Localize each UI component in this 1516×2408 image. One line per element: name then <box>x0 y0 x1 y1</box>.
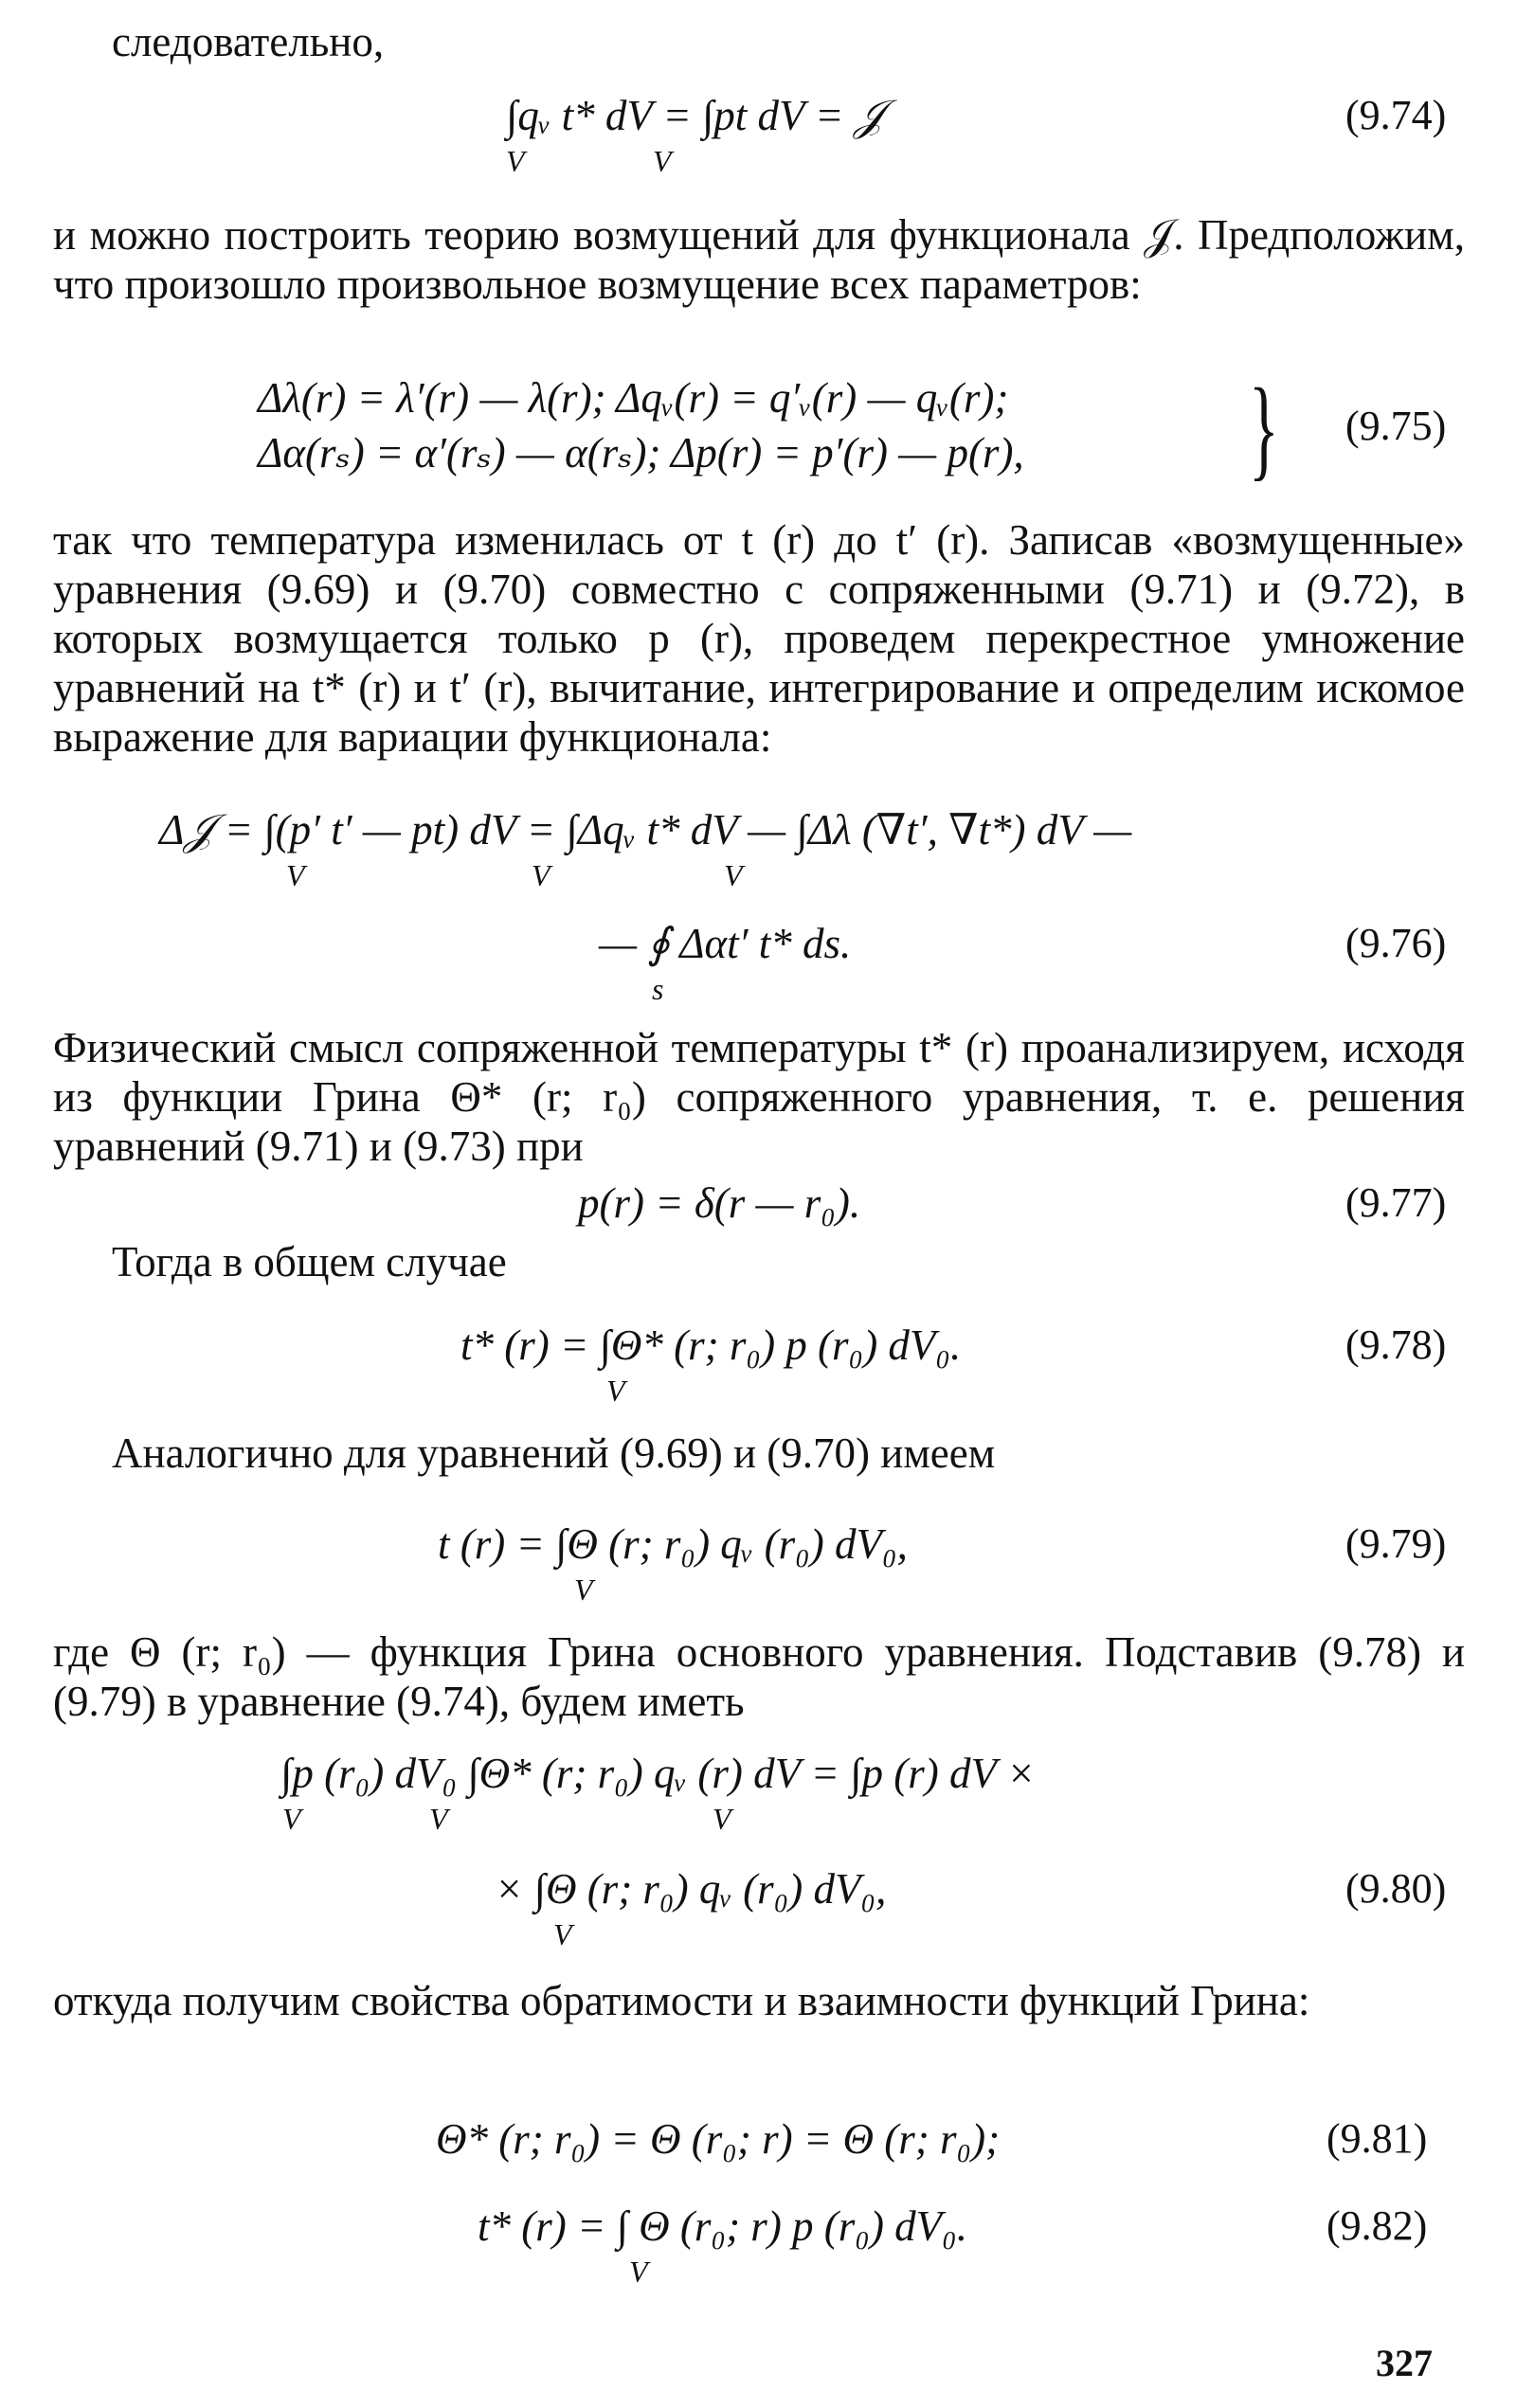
paragraph-8: откуда получим свойства обратимости и взаимности функций Грина: <box>53 1977 1310 2024</box>
equation-body: ∫qᵥ t* dV = ∫pt dV = 𝒥 <box>506 92 884 139</box>
equation-body: t* (r) = ∫ Θ (r₀; r) p (r₀) dV₀. <box>478 2202 968 2250</box>
integral-limits: V <box>606 1374 625 1408</box>
equation-number: (9.75) <box>1345 403 1447 449</box>
equation-9-78-subscripts <box>0 1372 1516 1410</box>
equation-body: t* (r) = ∫Θ* (r; r₀) p (r₀) dV₀. <box>460 1321 962 1369</box>
equation-9-74-subscripts <box>0 142 1516 180</box>
equation-body: t (r) = ∫Θ (r; r₀) qᵥ (r₀) dV₀, <box>438 1520 908 1568</box>
equation-body: Δλ(r) = λ′(r) — λ(r); Δqᵥ(r) = q′ᵥ(r) — qᵥ(r); <box>258 374 1009 422</box>
equation-body: Θ* (r; r₀) = Θ (r₀; r) = Θ (r; r₀); <box>436 2115 1001 2163</box>
equation-number: (9.80) <box>1345 1865 1447 1912</box>
paragraph-1: следовательно, <box>112 18 385 65</box>
right-brace: } <box>1249 365 1279 491</box>
equation-body: Δα(rₛ) = α′(rₛ) — α(rₛ); Δp(r) = p′(r) — p(r), <box>258 429 1024 476</box>
equation-9-76-line-2-subscripts <box>0 970 1516 1008</box>
integral-limits: V V V <box>286 858 743 892</box>
equation-body: Δ𝒥 = ∫(p′ t′ — pt) dV = ∫Δqᵥ t* dV — ∫Δλ (∇t′, ∇t*) dV — <box>159 806 1132 854</box>
equation-number: (9.74) <box>1345 92 1447 138</box>
equation-body: — ∮ Δαt′ t* ds. <box>599 920 852 967</box>
paragraph-4: Физический смысл сопряженной температуры t* (r) проанализируем, исходя из функции Грина Θ* (r; r₀) сопряженного уравнения, т. е. решения уравнений (9.71) и (9.73) при <box>53 1024 1465 1170</box>
integral-limits: V V <box>506 144 672 178</box>
integral-limits: V <box>574 1572 593 1607</box>
paragraph-2: и можно построить теорию возмущений для функционала 𝒥. Предположим, что произошло произвольное возмущение всех параметров: <box>53 211 1465 308</box>
equation-number: (9.77) <box>1345 1179 1447 1226</box>
equation-9-76-subscripts <box>0 856 1516 894</box>
equation-body: ∫p (r₀) dV₀ ∫Θ* (r; r₀) qᵥ (r) dV = ∫p (r) dV × <box>280 1750 1036 1797</box>
equation-number: (9.81) <box>1326 2115 1428 2162</box>
paragraph-5: Тогда в общем случае <box>112 1238 507 1285</box>
page-number: 327 <box>1376 2342 1433 2384</box>
equation-9-81 <box>0 2111 1516 2177</box>
integral-limits: V V V <box>282 1802 731 1836</box>
integral-limits: s <box>652 972 664 1006</box>
equation-number: (9.79) <box>1345 1520 1447 1567</box>
equation-number: (9.82) <box>1326 2202 1428 2249</box>
equation-9-80-line-2-subscripts <box>0 1915 1516 1953</box>
equation-9-79-subscripts <box>0 1571 1516 1608</box>
equation-body: p(r) = δ(r — r₀). <box>578 1179 861 1227</box>
integral-limits: V <box>553 1917 572 1951</box>
equation-number: (9.76) <box>1345 920 1447 966</box>
equation-9-82-subscripts <box>0 2253 1516 2291</box>
paragraph-3: так что температура изменилась от t (r) до t′ (r). Записав «возмущенные» уравнения (9.69) и (9.70) совместно с сопряженными (9.71) и (9.72), в которых возмущается только p (r), проведем перекрестное умножение уравнений на t* (r) и t′ (r), вычитание, интегрирование и определим искомое выражение для вариации функционала: <box>53 516 1465 761</box>
equation-9-75-number <box>0 398 1516 464</box>
equation-9-77 <box>0 1175 1516 1241</box>
equation-9-80-subscripts <box>0 1800 1516 1838</box>
paragraph-6: Аналогично для уравнений (9.69) и (9.70) имеем <box>112 1429 996 1477</box>
paragraph-7: где Θ (r; r₀) — функция Грина основного уравнения. Подставив (9.78) и (9.79) в уравнение (9.74), будем иметь <box>53 1628 1465 1725</box>
integral-limits: V <box>629 2255 648 2289</box>
equation-number: (9.78) <box>1345 1321 1447 1368</box>
equation-body: × ∫Θ (r; r₀) qᵥ (r₀) dV₀, <box>495 1865 887 1913</box>
